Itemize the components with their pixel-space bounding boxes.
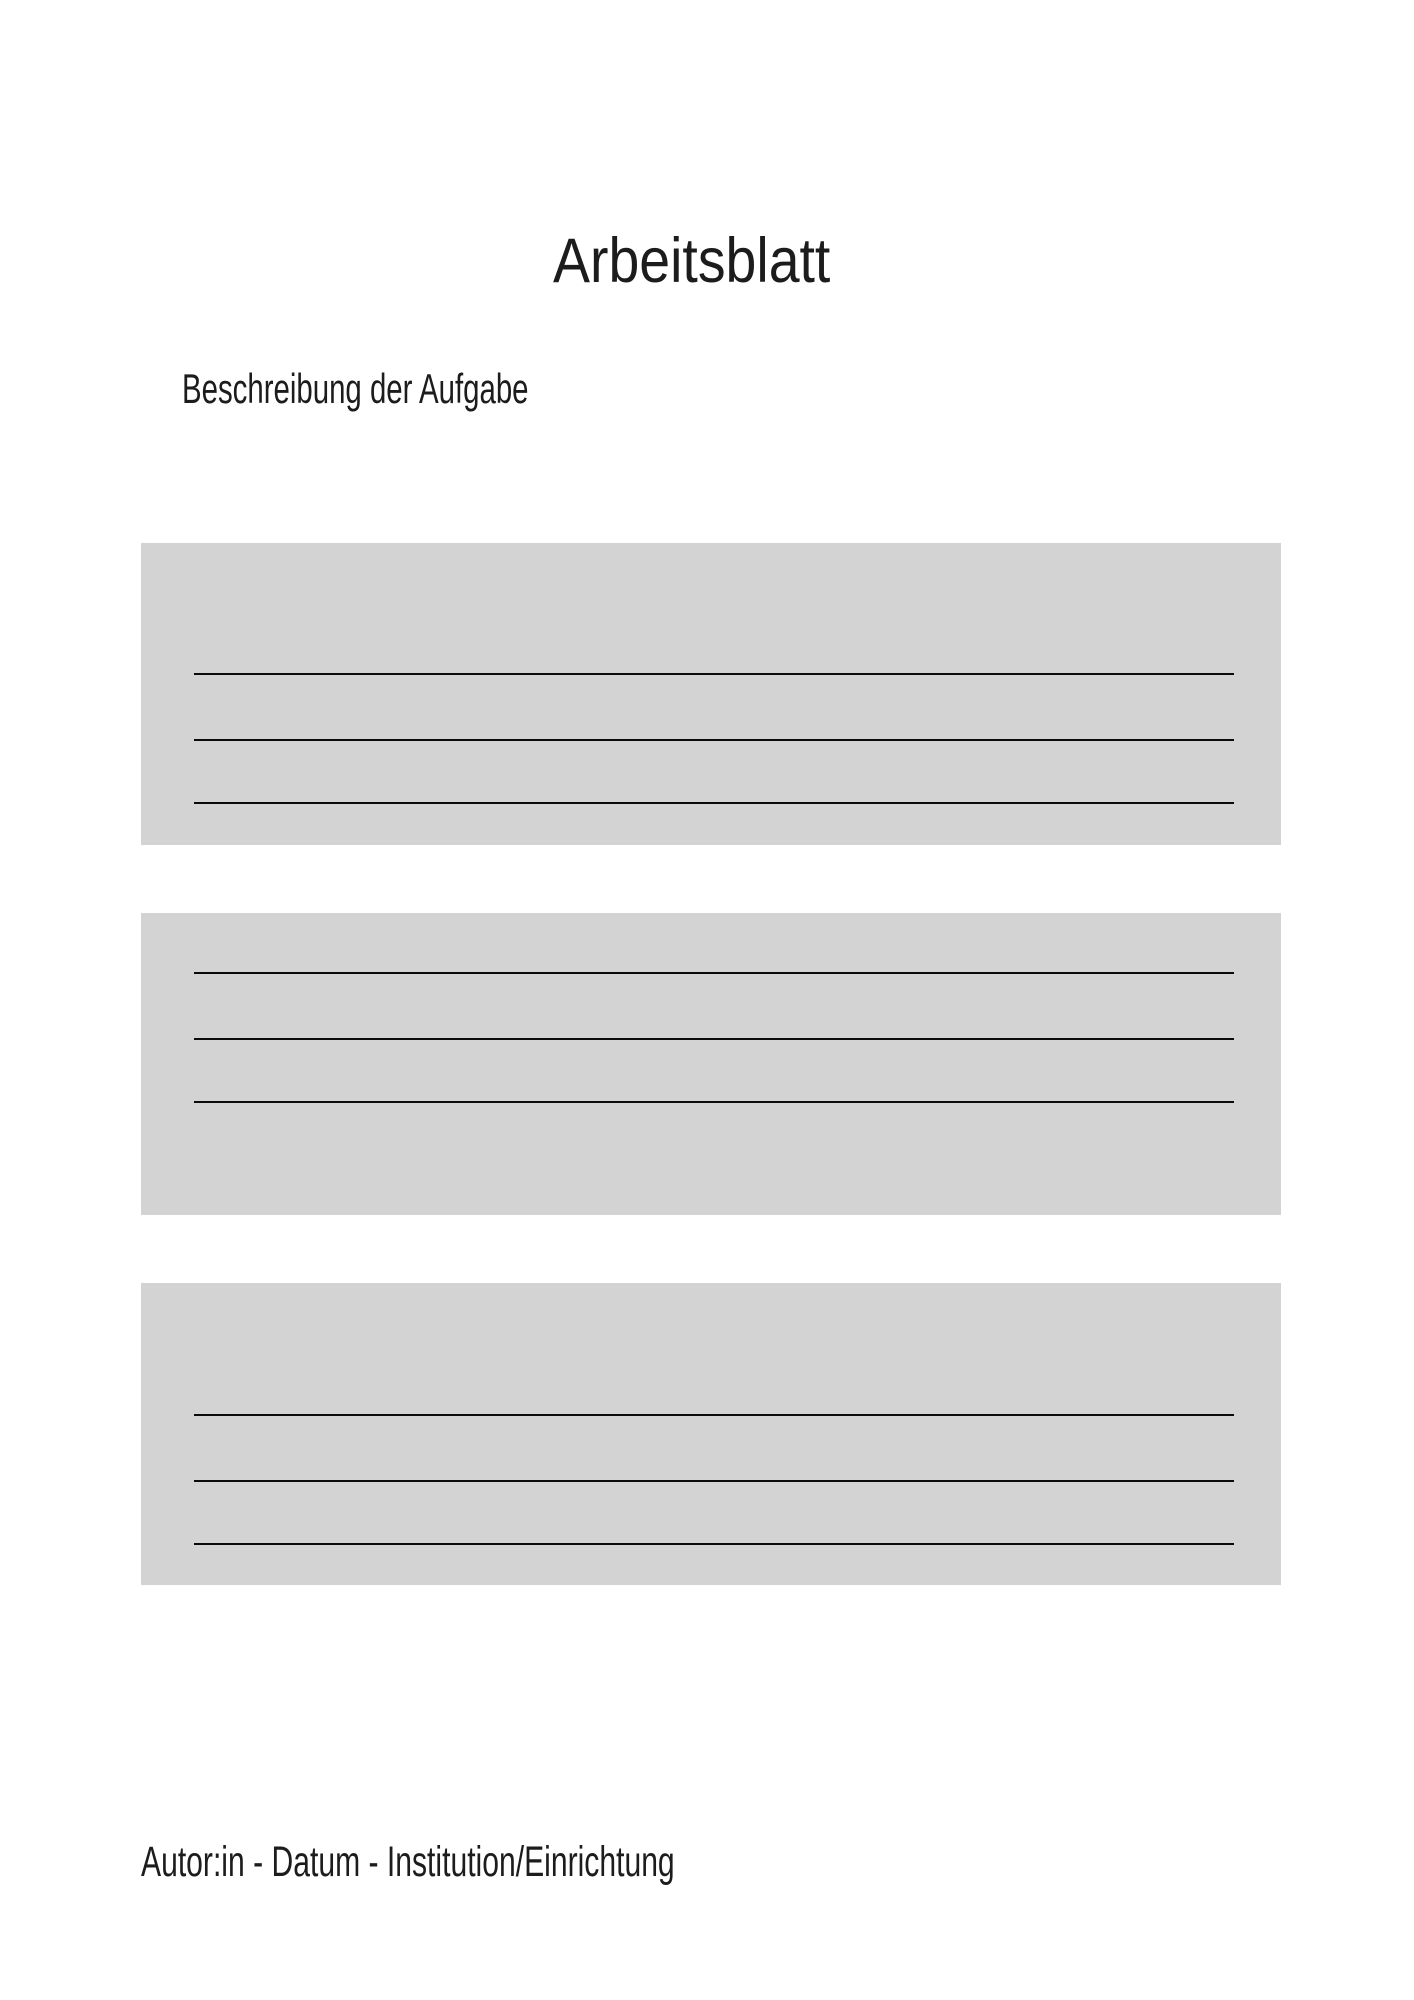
writing-line [194,1480,1234,1482]
page-title: Arbeitsblatt [553,226,831,296]
task-description-label: Beschreibung der Aufgabe [182,365,529,412]
writing-line [194,1038,1234,1040]
writing-line [194,739,1234,741]
answer-box-3 [141,1283,1281,1585]
answer-box-2 [141,913,1281,1215]
writing-line [194,673,1234,675]
writing-line [194,1101,1234,1103]
writing-line [194,1414,1234,1416]
writing-line [194,1543,1234,1545]
footer-credits: Autor:in - Datum - Institution/Einrichtung [141,1838,675,1886]
writing-line [194,972,1234,974]
answer-box-1 [141,543,1281,845]
writing-line [194,802,1234,804]
